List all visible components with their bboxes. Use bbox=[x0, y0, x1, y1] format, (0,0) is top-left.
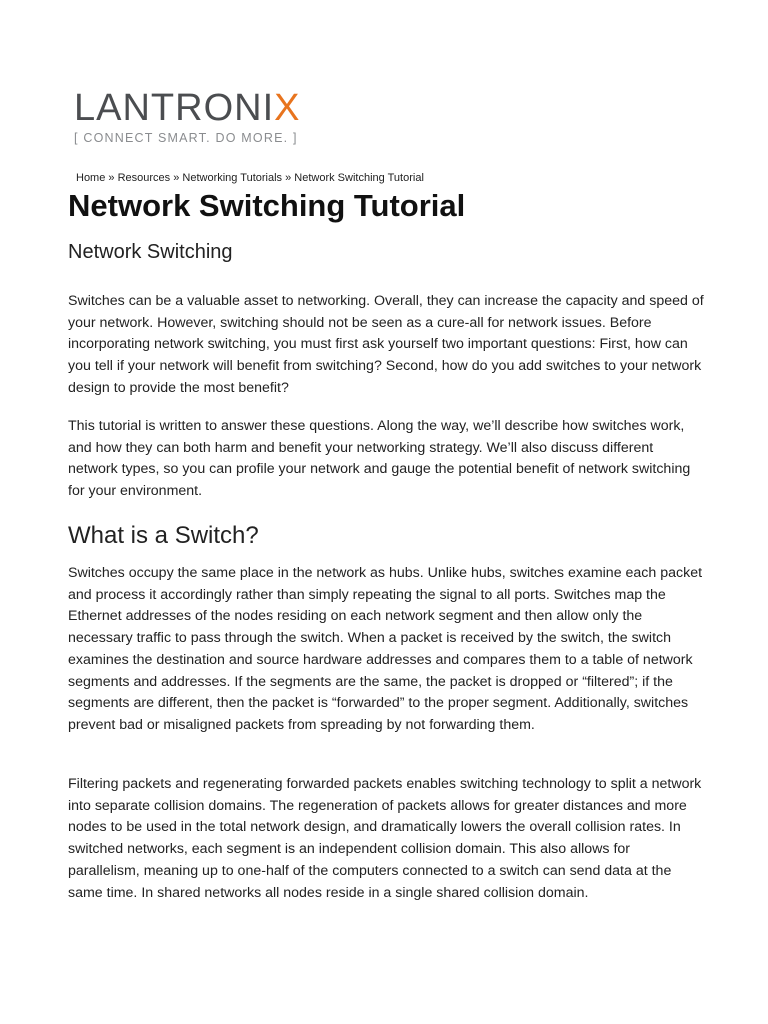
switch-paragraph-1: Switches occupy the same place in the network as hubs. Unlike hubs, switches examine each packet and process it accordingly rather than simply repeating the signal to all ports. Switches map the Ethernet addresses of the nodes residing on each network segment and then allow only the necessary traffic to pass through the switch. When a packet is received by the switch, the switch examines the destination and source hardware addresses and compares them to a table of network segments and addresses. If the segments are the same, the packet is dropped or “filtered”; if the segments are different, then the packet is “forwarded” to the proper segment. Additionally, switches prevent bad or misaligned packets from spreading by not forwarding them. bbox=[68, 565, 703, 733]
logo-tagline: [ CONNECT SMART. DO MORE. ] bbox=[74, 131, 298, 145]
section-heading-what-is-switch: What is a Switch? bbox=[68, 522, 259, 549]
logo-wordmark: LANTRONIX bbox=[74, 87, 301, 129]
intro-paragraph-1: Switches can be a valuable asset to networking. Overall, they can increase the capacity and speed of your network. However, switching should not be seen as a cure-all for network issues. Before incorporating network switching, you must first ask yourself two important questions: First, how can you tell if your network will benefit from switching? Second, how do you add switches to your network design to provide the most benefit? bbox=[68, 293, 704, 396]
page-title: Network Switching Tutorial bbox=[68, 188, 466, 223]
switch-paragraph-2: Filtering packets and regenerating forwarded packets enables switching technology to split a network into separate collision domains. The regeneration of packets allows for greater distances and more nodes to be used in the total network design, and dramatically lowers the overall collision rates. In switched networks, each segment is an independent collision domain. This also allows for parallelism, meaning up to one-half of the computers connected to a switch can send data at the same time. In shared networks all nodes reside in a single shared collision domain. bbox=[68, 776, 702, 901]
breadcrumb-current: Network Switching Tutorial bbox=[294, 172, 424, 184]
breadcrumb-resources[interactable]: Resources bbox=[117, 172, 171, 184]
lantronix-logo bbox=[74, 87, 301, 152]
page-subtitle: Network Switching bbox=[68, 241, 233, 263]
intro-paragraph-2: This tutorial is written to answer these questions. Along the way, we’ll describe how switches work, and how they can both harm and benefit your networking strategy. We’ll also discuss different network types, so you can profile your network and gauge the potential benefit of network switching for your environment. bbox=[68, 418, 691, 500]
breadcrumb-networking-tutorials[interactable]: Networking Tutorials bbox=[182, 172, 283, 184]
breadcrumb-home[interactable]: Home bbox=[76, 172, 106, 184]
breadcrumb: Home » Resources » Networking Tutorials » Network Switching Tutorial bbox=[76, 172, 424, 184]
